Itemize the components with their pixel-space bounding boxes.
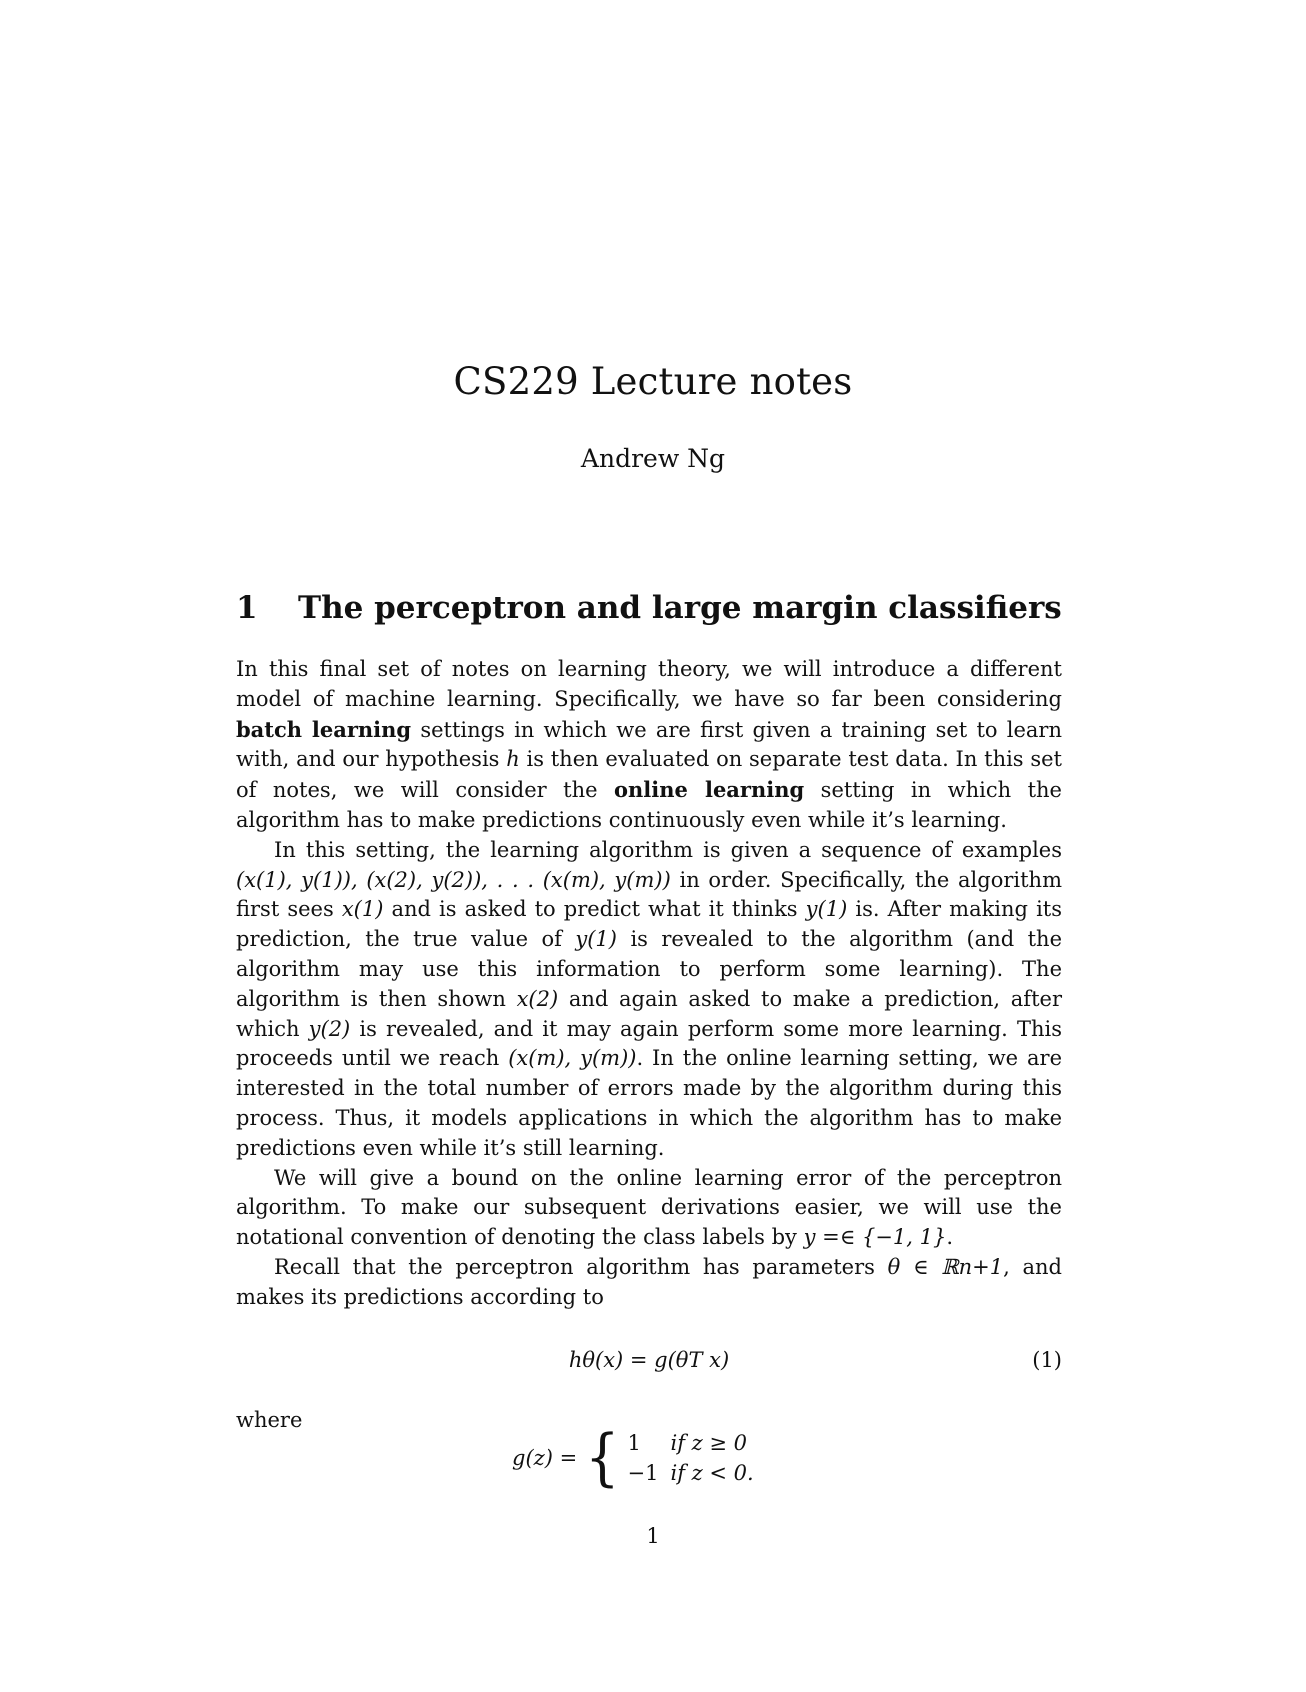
section-heading xyxy=(236,590,1066,626)
document-author: Andrew Ng xyxy=(580,444,726,473)
piecewise-case-row xyxy=(628,1428,766,1458)
math-example-sequence: (x(1), y(1)), (x(2), y(2)), . . . (x(m), y(m)) xyxy=(236,867,671,892)
paragraph-1 xyxy=(236,655,1062,836)
math-hypothesis-h: h xyxy=(506,747,520,772)
math-x1: x(1) xyxy=(341,897,384,922)
math-class-labels: y =∈ {−1, 1} xyxy=(803,1225,947,1250)
equation-1-number: (1) xyxy=(1032,1348,1062,1372)
where-label: where xyxy=(236,1408,303,1432)
piecewise-condition: if z < 0. xyxy=(670,1461,754,1485)
piecewise-value: −1 xyxy=(627,1461,659,1485)
piecewise-case-row xyxy=(628,1458,766,1488)
piecewise-value: 1 xyxy=(627,1431,641,1455)
paragraph-1-text: In this final set of notes on learning theory, we will introduce a different model of machine learning. Specifically, we have so far been considering xyxy=(236,657,1062,711)
piecewise-condition: if z ≥ 0 xyxy=(670,1431,748,1455)
math-y1: y(1) xyxy=(805,897,848,922)
paragraph-3 xyxy=(236,1164,1062,1253)
math-x2: x(2) xyxy=(516,986,559,1011)
piecewise-cases xyxy=(628,1428,766,1488)
paragraph-2-text: in order. Specifically, the algorithm first sees xyxy=(236,867,1062,922)
math-xm-ym: (x(m), y(m)) xyxy=(508,1046,637,1071)
left-brace-icon: { xyxy=(585,1421,620,1494)
math-y1: y(1) xyxy=(575,927,617,952)
section-number: 1 xyxy=(236,590,258,626)
document-title: CS229 Lecture notes xyxy=(453,360,853,403)
paragraph-2-text: is revealed to the algorithm (and the algorithm may use this information to perform some learning). The algorithm is then shown xyxy=(236,927,1062,1011)
math-theta-parameters: θ ∈ ℝn+1 xyxy=(887,1254,1004,1279)
paragraph-2-text: is revealed, and it may again perform some more learning. This proceeds until we reach xyxy=(236,1016,1063,1071)
paragraph-4-text: Recall that the perceptron algorithm has parameters xyxy=(274,1254,888,1279)
piecewise-definition xyxy=(512,1421,766,1494)
piecewise-lhs: g(z) = xyxy=(512,1446,578,1470)
paragraph-2-text: and again asked to make a prediction, after which xyxy=(236,986,1062,1041)
paragraph-2-text: In this setting, the learning algorithm is given a sequence of examples xyxy=(274,837,1062,862)
paragraph-1-text: settings in which we are first given a training set to learn with, and our hypothesis xyxy=(236,717,1062,772)
paragraph-1-text: setting in which the algorithm has to make predictions continuously even while it’s learning. xyxy=(236,778,1062,832)
body-text xyxy=(236,655,1062,1313)
page-number: 1 xyxy=(646,1524,660,1548)
paragraph-2 xyxy=(236,836,1062,1164)
equation-1-body: hθ(x) = g(θT x) xyxy=(568,1348,730,1372)
equation-1 xyxy=(236,1348,1062,1372)
paragraph-3-text: . xyxy=(946,1225,954,1250)
paragraph-3-text: We will give a bound on the online learning error of the perceptron algorithm. To make our subsequent derivations easier, we will use the notational convention of denoting the class labels by xyxy=(236,1165,1062,1250)
math-y2: y(2) xyxy=(308,1016,351,1041)
section-title: The perceptron and large margin classifiers xyxy=(298,590,1062,626)
paragraph-4-text: , and makes its predictions according to xyxy=(236,1254,1062,1309)
paragraph-2-text: and is asked to predict what it thinks xyxy=(383,897,806,922)
paragraph-2-text: . In the online learning setting, we are interested in the total number of errors made by the algorithm during this process. Thus, it models applications in which the algorithm has to make predictions even while it’s still learning. xyxy=(236,1046,1062,1160)
bold-term-online-learning: online learning xyxy=(614,777,805,803)
paragraph-4 xyxy=(236,1253,1062,1313)
paragraph-1-text: is then evaluated on separate test data. In this set of notes, we will consider the xyxy=(236,747,1062,803)
bold-term-batch-learning: batch learning xyxy=(236,716,412,742)
paragraph-2-text: is. After making its prediction, the true value of xyxy=(236,897,1062,952)
